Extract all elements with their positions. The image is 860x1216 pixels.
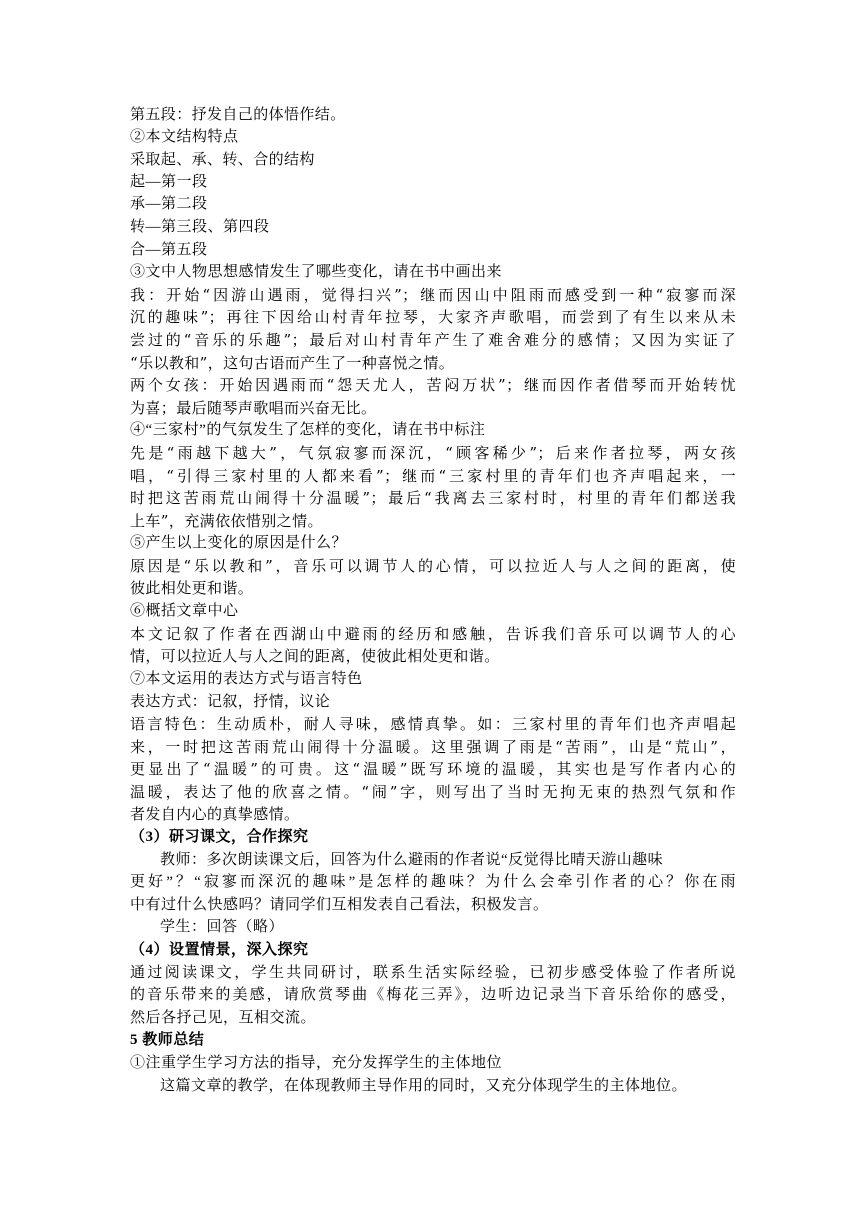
text-line: 这篇文章的教学，在体现教师主导作用的同时，又充分体现学生的主体地位。 <box>160 1077 688 1094</box>
subsection-heading: （3）研习课文，合作探究 <box>130 829 309 845</box>
text-line: 承—第二段 <box>130 196 208 213</box>
document-page <box>130 103 736 1097</box>
text-line: 来，一时把这苦雨荒山闹得十分温暖。这里强调了雨是“苦雨”，山是“荒山”， <box>130 737 736 756</box>
text-line: 我：开始“因游山遇雨，觉得扫兴”；继而因山中阻雨而感受到一种“寂寥而深 <box>130 285 736 304</box>
section-heading: ①注重学生学习方法的指导，充分发挥学生的主体地位 <box>130 1054 503 1071</box>
text-line: 彼此相处更和谐。 <box>130 579 254 598</box>
text-line: 沉的趣味”；再往下因给山村青年拉琴，大家齐声歌唱，而尝到了有生以来从未 <box>130 308 736 327</box>
text-line: 学生：回答（略） <box>160 919 285 936</box>
text-line: 更显出了“温暖”的可贵。这“温暖”既写环境的温暖，其实也是写作者内心的 <box>130 760 736 779</box>
section-heading: ②本文结构特点 <box>130 128 239 145</box>
text-line: 通过阅读课文，学生共同研讨，联系生活实际经验，已初步感受体验了作者所说 <box>130 964 736 981</box>
text-line: 原因是“乐以教和”，音乐可以调节人的心情，可以拉近人与人之间的距离，使 <box>130 556 736 575</box>
text-line: 表达方式：记叙，抒情，议论 <box>130 692 331 711</box>
section-heading: ⑦本文运用的表达方式与语言特色 <box>130 670 363 687</box>
text-line: 起—第一段 <box>130 173 208 190</box>
section-title: 5 教师总结 <box>130 1032 205 1049</box>
text-line: 唱，“引得三家村里的人都来看”；继而“三家村里的青年们也齐声唱起来，一 <box>130 466 736 485</box>
text-line: 合—第五段 <box>130 241 208 258</box>
text-line: 的音乐带来的美感，请欣赏琴曲《梅花三弄》，边听边记录当下音乐给你的感受， <box>130 987 736 1004</box>
section-heading: ⑤产生以上变化的原因是什么？ <box>130 535 348 552</box>
text-line: 两个女孩：开始因遇雨而“怨天尤人，苦闷万状”；继而因作者借琴而开始转忧 <box>130 376 736 395</box>
text-line: “乐以教和”，这句古语而产生了一种喜悦之情。 <box>130 353 455 372</box>
text-line: 教师：多次朗读课文后，回答为什么避雨的作者说“反觉得比晴天游山趣味 <box>160 851 664 868</box>
text-line: 时把这苦雨荒山闹得十分温暖”；最后“我离去三家村时，村里的青年们都送我 <box>130 489 736 508</box>
text-line: 为喜；最后随琴声歌唱而兴奋无比。 <box>130 398 377 417</box>
text-line: 温暖，表达了他的欣喜之情。“闹”字，则写出了当时无拘无束的热烈气氛和作 <box>130 782 736 801</box>
text-line: 尝过的“音乐的乐趣”；最后对山村青年产生了难舍难分的感情；又因为实证了 <box>130 330 736 349</box>
text-line: 先是“雨越下越大”，气氛寂寥而深沉，“顾客稀少”；后来作者拉琴，两女孩 <box>130 443 736 462</box>
section-heading: ⑥概括文章中心 <box>130 603 239 620</box>
section-heading: ③文中人物思想感情发生了哪些变化，请在书中画出来 <box>130 264 503 281</box>
text-line: 采取起、承、转、合的结构 <box>130 150 315 169</box>
text-line: 情，可以拉近人与人之间的距离，使彼此相处更和谐。 <box>130 647 500 666</box>
section-heading: ④“三家村”的气氛发生了怎样的变化，请在书中标注 <box>130 422 486 439</box>
subsection-heading: （4）设置情景，深入探究 <box>130 941 309 958</box>
text-line: 者发自内心的真挚感情。 <box>130 805 300 824</box>
text-line: 第五段：抒发自己的体悟作结。 <box>130 105 346 123</box>
text-line: 本文记叙了作者在西湖山中避雨的经历和感触，告诉我们音乐可以调节人的心 <box>130 624 736 643</box>
text-line: 语言特色：生动质朴，耐人寻味，感情真挚。如：三家村里的青年们也齐声唱起 <box>130 715 736 734</box>
text-line: 上车”，充满依依惜别之情。 <box>130 511 323 530</box>
text-line: 中有过什么快感吗？请同学们互相发表自己看法，积极发言。 <box>130 896 549 913</box>
text-line: 更好”？“寂寥而深沉的趣味”是怎样的趣味？为什么会牵引作者的心？你在雨 <box>130 874 736 891</box>
text-line: 转—第三段、第四段 <box>130 218 270 235</box>
text-line: 然后各抒己见，互相交流。 <box>130 1009 317 1026</box>
